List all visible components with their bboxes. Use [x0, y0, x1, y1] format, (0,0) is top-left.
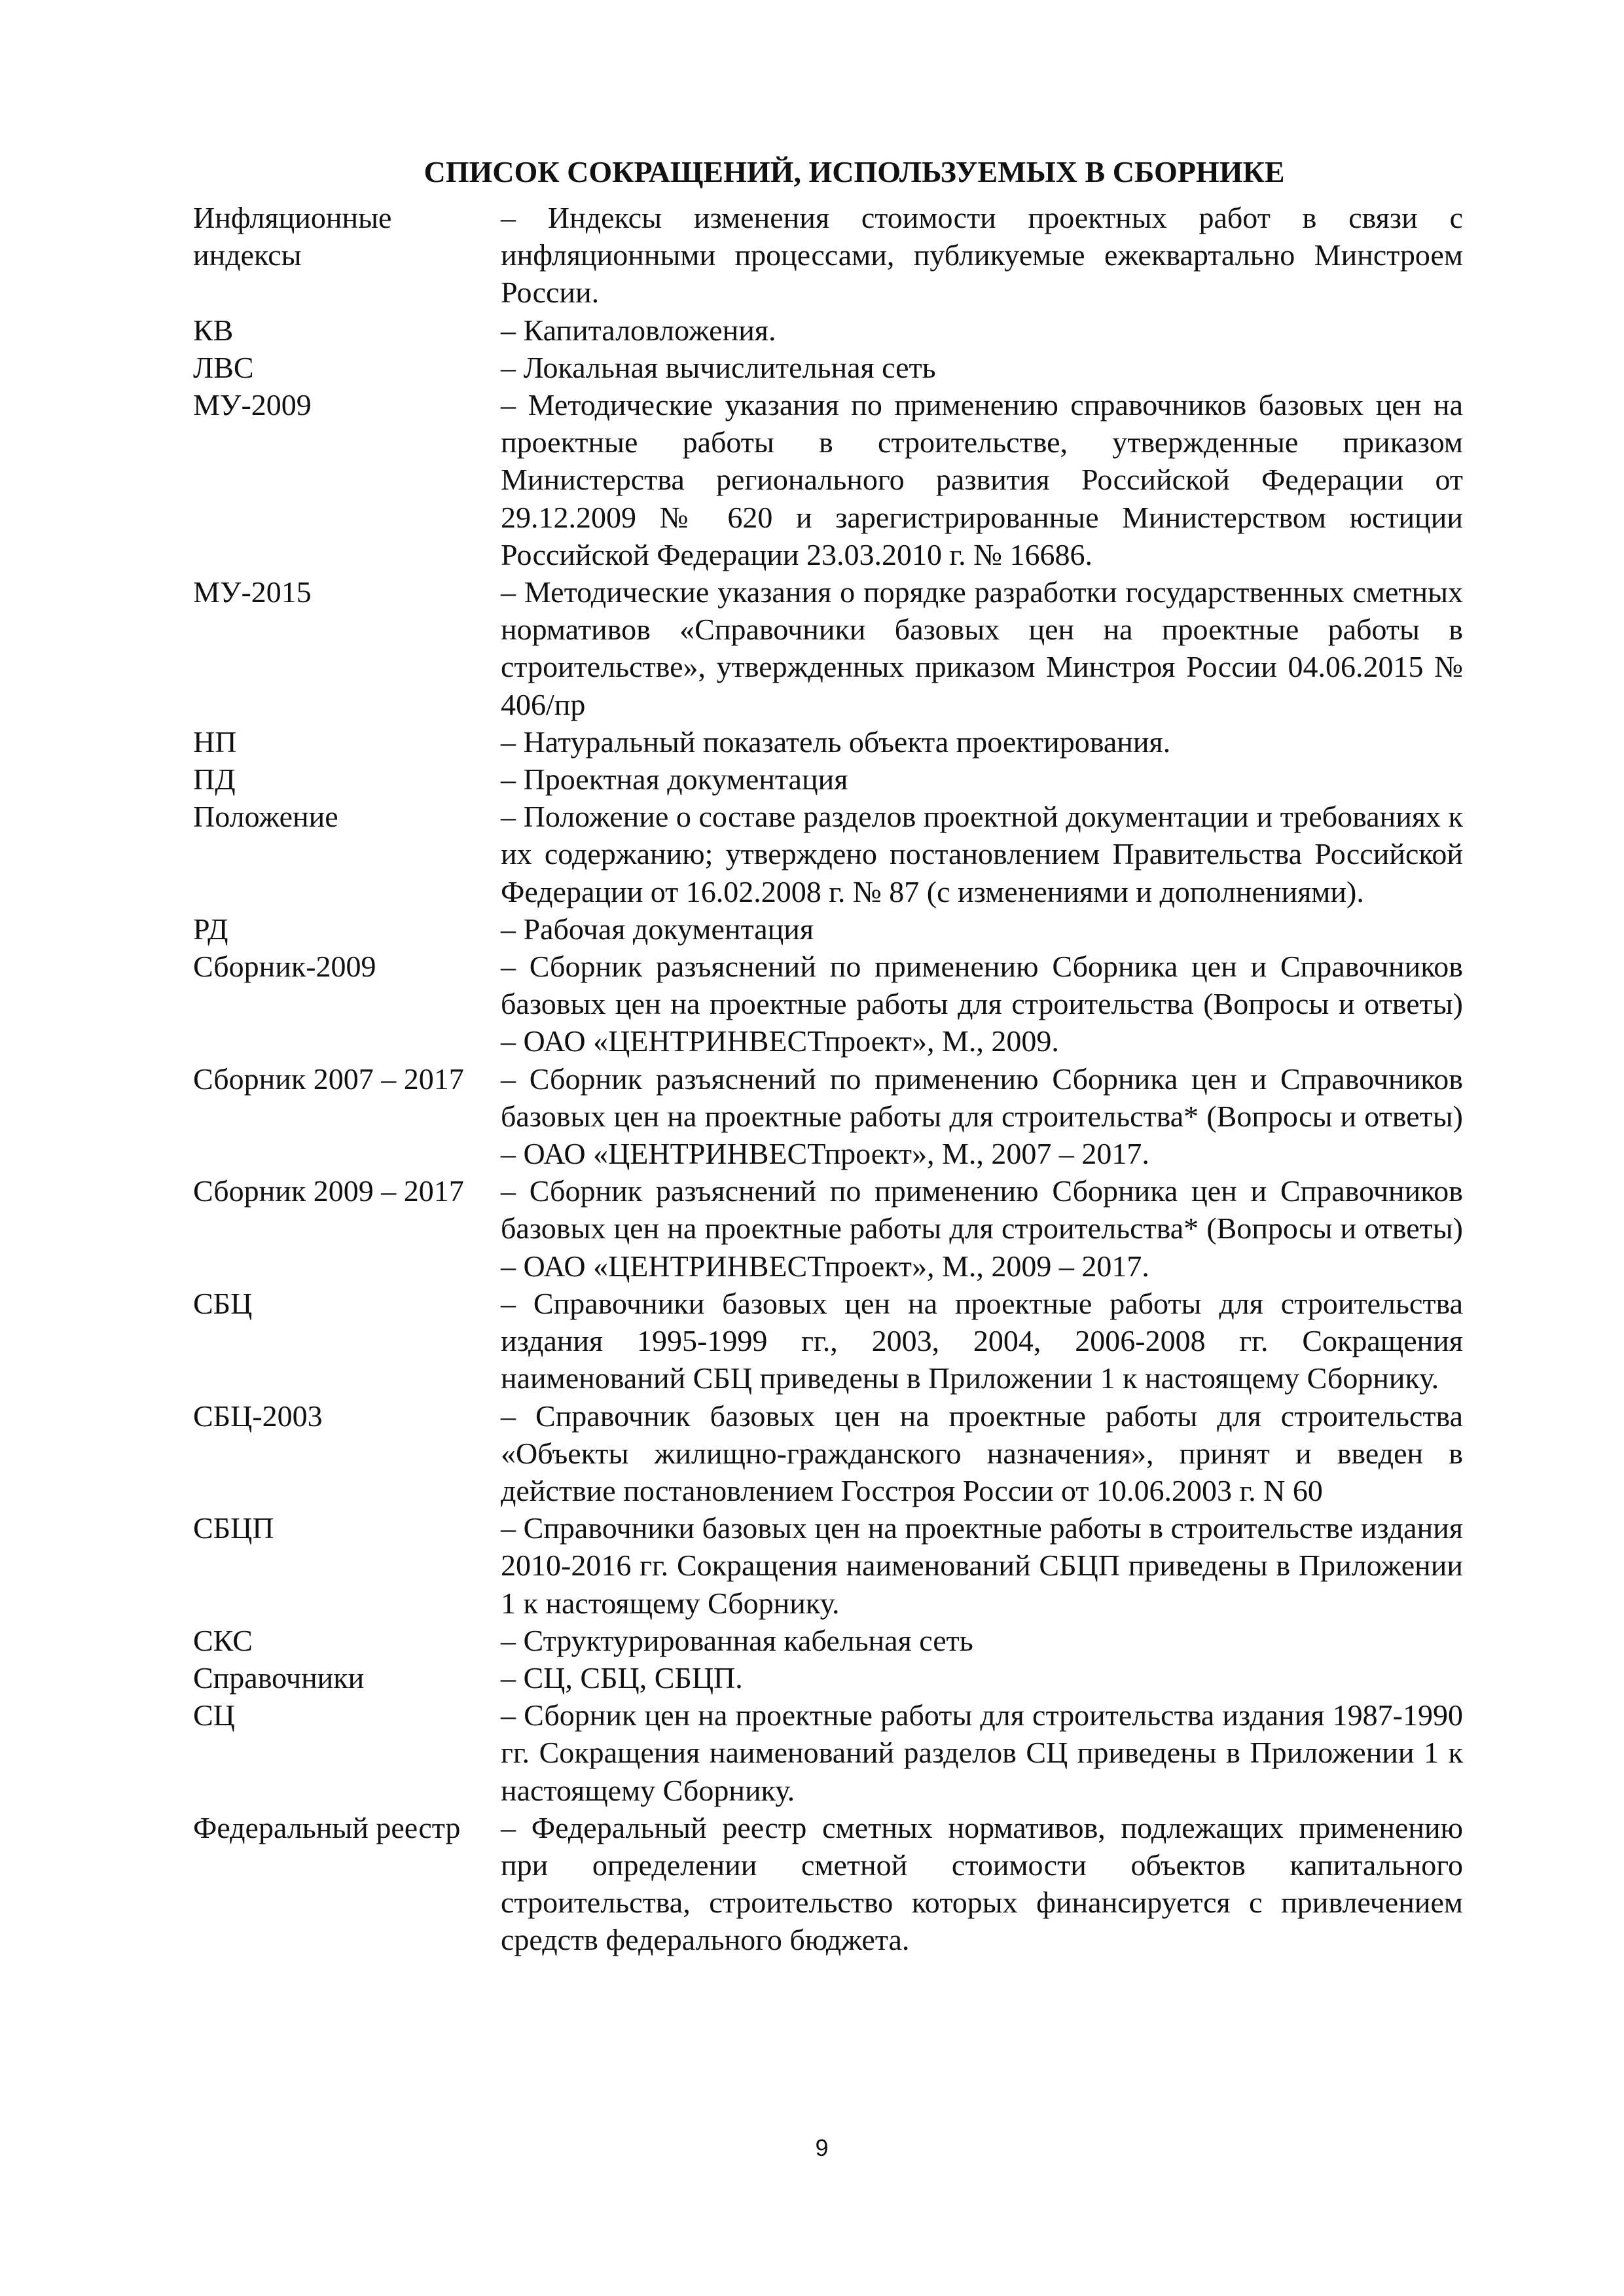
abbreviation-definition: – СЦ, СБЦ, СБЦП.	[501, 1660, 743, 1695]
list-item	[193, 1285, 1463, 1397]
abbreviation-list	[193, 199, 1463, 1959]
abbreviation-term: СКС	[193, 1623, 253, 1657]
list-item	[193, 1509, 1463, 1622]
abbreviation-term: Федеральный реестр	[193, 1810, 461, 1844]
list-item	[193, 1397, 1463, 1510]
abbreviation-term: РД	[193, 912, 228, 946]
list-item	[193, 1696, 1463, 1809]
abbreviation-definition: – Справочники базовых цен на проектные работы для строительства издания 1995-1999 гг., 2003, 2004, 2006-2008 гг. Сокращения наименований СБЦ приведены в Приложении 1 к настоящему Сборнику.	[501, 1286, 1463, 1395]
abbreviation-term: ЛВС	[193, 350, 254, 384]
document-page	[193, 151, 1463, 1959]
list-item	[193, 1060, 1463, 1173]
list-item	[193, 723, 1463, 761]
abbreviation-definition: – Локальная вычислительная сеть	[501, 350, 936, 384]
abbreviation-definition: – Справочник базовых цен на проектные работы для строительства «Объекты жилищно-гражданского назначения», принят и введен в действие постановлением Госстроя России от 10.06.2003 г. N 60	[501, 1399, 1463, 1507]
abbreviation-term: ПД	[193, 762, 236, 797]
abbreviation-term: Инфляционные индексы	[193, 201, 392, 272]
list-item	[193, 386, 1463, 573]
abbreviation-term: СБЦ-2003	[193, 1399, 323, 1433]
abbreviation-term: СЦ	[193, 1698, 235, 1732]
abbreviation-definition: – Рабочая документация	[501, 912, 814, 946]
abbreviation-term: СБЦП	[193, 1511, 274, 1545]
list-item	[193, 948, 1463, 1060]
abbreviation-definition: – Сборник цен на проектные работы для строительства издания 1987-1990 гг. Сокращения наименований разделов СЦ приведены в Приложении 1 к настоящему Сборнику.	[501, 1698, 1463, 1807]
list-item	[193, 761, 1463, 798]
abbreviation-term: Положение	[193, 800, 338, 834]
abbreviation-definition: – Методические указания по применению справочников базовых цен на проектные работы в строительстве, утвержденные приказом Министерства регионального развития Российской Федерации от 29.12.2009 № 620 и зарегистрированные Министерством юстиции Российской Федерации 23.03.2010 г. № 16686.	[501, 388, 1463, 571]
abbreviation-term: МУ-2015	[193, 575, 312, 609]
abbreviation-definition: – Методические указания о порядке разработки государственных сметных нормативов «Справочники базовых цен на проектные работы в строительстве», утвержденных приказом Минстроя России 04.06.2015 № 406/пр	[501, 575, 1463, 721]
list-item	[193, 910, 1463, 948]
abbreviation-definition: – Справочники базовых цен на проектные работы в строительстве издания 2010-2016 гг. Сокращения наименований СБЦП приведены в Приложении 1 к настоящему Сборнику.	[501, 1511, 1463, 1620]
abbreviation-definition: – Проектная документация	[501, 762, 848, 797]
list-item	[193, 1659, 1463, 1696]
page-title: СПИСОК СОКРАЩЕНИЙ, ИСПОЛЬЗУЕМЫХ В СБОРНИКЕ	[424, 155, 1285, 188]
list-item	[193, 312, 1463, 349]
list-item	[193, 349, 1463, 386]
list-item	[193, 798, 1463, 910]
list-item	[193, 573, 1463, 723]
abbreviation-term: НП	[193, 725, 237, 759]
abbreviation-definition: – Индексы изменения стоимости проектных работ в связи с инфляционными процессами, публикуемые ежеквартально Минстроем России.	[501, 201, 1463, 310]
abbreviation-term: Сборник 2007 – 2017	[193, 1062, 464, 1096]
abbreviation-term: Сборник 2009 – 2017	[193, 1174, 464, 1208]
abbreviation-term: Сборник-2009	[193, 950, 376, 984]
abbreviation-definition: – Сборник разъяснений по применению Сборника цен и Справочников базовых цен на проектные работы для строительства* (Вопросы и ответы) – ОАО «ЦЕНТРИНВЕСТпроект», М., 2007 – 2017.	[501, 1062, 1463, 1171]
abbreviation-term: Справочники	[193, 1660, 365, 1695]
abbreviation-definition: – Сборник разъяснений по применению Сборника цен и Справочников базовых цен на проектные работы для строительства (Вопросы и ответы) – ОАО «ЦЕНТРИНВЕСТпроект», М., 2009.	[501, 950, 1463, 1058]
abbreviation-term: СБЦ	[193, 1286, 253, 1320]
abbreviation-definition: – Натуральный показатель объекта проектирования.	[501, 725, 1171, 759]
abbreviation-definition: – Капиталовложения.	[501, 313, 776, 347]
abbreviation-definition: – Федеральный реестр сметных нормативов, подлежащих применению при определении сметной стоимости объектов капитального строительства, строительство которых финансируется с привлечением средств федерального бюджета.	[501, 1810, 1463, 1957]
list-item	[193, 1809, 1463, 1959]
abbreviation-definition: – Структурированная кабельная сеть	[501, 1623, 973, 1657]
abbreviation-term: МУ-2009	[193, 388, 312, 422]
abbreviation-term: КВ	[193, 313, 234, 347]
list-item	[193, 199, 1463, 312]
abbreviation-definition: – Сборник разъяснений по применению Сборника цен и Справочников базовых цен на проектные работы для строительства* (Вопросы и ответы) – ОАО «ЦЕНТРИНВЕСТпроект», М., 2009 – 2017.	[501, 1174, 1463, 1283]
abbreviation-definition: – Положение о составе разделов проектной документации и требованиях к их содержанию; утверждено постановлением Правительства Российской Федерации от 16.02.2008 г. № 87 (с изменениями и дополнениями).	[501, 800, 1463, 908]
list-item	[193, 1622, 1463, 1659]
list-item	[193, 1172, 1463, 1285]
page-number: 9	[815, 2134, 829, 2161]
